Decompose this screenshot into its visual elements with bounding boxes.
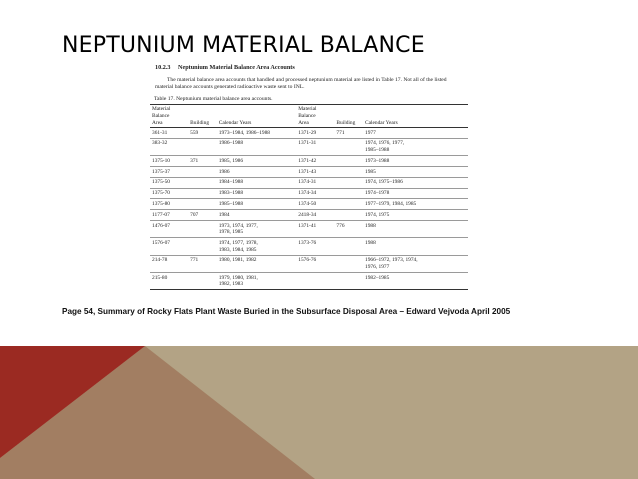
table-cell: 1983–1988 [218,190,244,197]
table-cell: 1982–1985 [365,274,390,281]
table-cell: 1973–1988 [365,157,390,164]
table-cell: 707 [190,211,199,218]
table-row [150,273,468,290]
table-cell [334,188,363,199]
table-cell: 1371-31 [298,140,317,147]
table-cell: 1984 [218,211,230,218]
table-cell: 2418-34 [298,211,317,218]
table-cell: 1375-80 [152,200,170,207]
table-cell: 776 [336,222,345,229]
table-cell [334,167,363,178]
table-cell [188,238,217,255]
table-row [150,199,468,210]
table-cell: 1977–1979, 1984, 1985 [365,200,417,207]
table-cell: 1375-50 [152,179,170,186]
section-paragraph: The material balance area accounts that handled and processed neptunium material are listed in Table 17. Not all of the listed material balance accounts generated radioactive waste sent to INL. [155,77,447,91]
document-excerpt [148,64,470,290]
table-row [150,210,468,221]
table-cell: 1984–1988 [218,179,244,186]
table-cell: 1371-41 [298,222,317,229]
table-row [150,255,468,272]
table-cell [296,273,334,290]
table-cell: 1373-76 [298,239,317,246]
table-cell: 1375-37 [152,168,170,175]
column-header: Calendar Years [365,119,398,126]
table-cell: 1977 [365,129,376,136]
source-caption: Page 54, Summary of Rocky Flats Plant Waste Buried in the Subsurface Disposal Area – Edward Vejvoda April 2005 [62,307,511,316]
table-cell: 1988 [365,222,376,229]
table-cell: 1980, 1981, 1982 [218,257,257,264]
table-cell: 1974, 1975 [365,211,390,218]
table-cell: 1973–1984, 1986–1988 [218,129,270,136]
table-cell [188,138,217,155]
table-cell: 771 [190,257,199,264]
table-cell: 559 [190,129,199,136]
table-cell [334,210,363,221]
slide-title: NEPTUNIUM MATERIAL BALANCE [62,33,425,58]
table-cell: 1974, 1977, 1978, 1983, 1984, 1985 [218,239,258,253]
section-title: Neptunium Material Balance Area Accounts [178,64,295,71]
table-cell: 1374-34 [298,190,317,197]
table-cell: 1988 [365,239,376,246]
section-number: 10.2.3 [155,64,171,71]
table-row [150,177,468,188]
table-cell: 1985–1988 [218,200,244,207]
table-cell: 1177-07 [152,211,170,218]
table-cell: 1973, 1974, 1977, 1978, 1985 [218,222,258,236]
table-header-row [150,105,468,127]
table-cell: 361-31 [152,129,168,136]
table-cell: 371 [190,157,199,164]
table-cell: 1476-07 [152,222,170,229]
table-cell: 1985, 1986 [218,157,244,164]
table-cell [334,273,363,290]
table-cell [188,220,217,237]
table-cell: 1371-43 [298,168,317,175]
table-row [150,238,468,255]
table-cell: 214-78 [152,257,168,264]
table-cell: 215-80 [152,274,168,281]
table-row [150,156,468,167]
table-cell: 1374-50 [298,200,317,207]
table-cell [334,255,363,272]
table-cell: 383-32 [152,140,168,147]
table-cell: 1966–1972, 1973, 1974, 1976, 1977 [365,257,418,270]
table-cell: 1974, 1976, 1977, 1985–1988 [365,140,405,154]
table-cell: 1986–1988 [218,140,244,147]
table-cell [334,138,363,155]
neptunium-table [150,105,468,290]
column-header: Material Balance Area [152,106,171,126]
decorative-footer-band [0,346,638,479]
table-cell [334,238,363,255]
table-cell: 1371-42 [298,157,317,164]
table-cell [334,199,363,210]
table-cell [188,273,217,290]
table-cell: 1371-29 [298,129,317,136]
table-row [150,220,468,237]
table-cell: 1986 [218,168,230,175]
table-cell: 1979, 1980, 1981, 1982, 1983 [218,274,258,288]
table-cell: 1974, 1975–1986 [365,179,403,186]
table-cell: 1985 [365,168,376,175]
table-cell: 771 [336,129,345,136]
table-row [150,188,468,199]
table-cell: 1576-76 [298,257,317,264]
column-header: Calendar Years [218,119,252,126]
table-caption: Table 17. Neptunium material balance area accounts. [154,96,273,103]
table-cell: 1576-07 [152,239,170,246]
table-row [150,138,468,155]
table-cell [188,167,217,178]
column-header: Building [336,119,356,126]
table-cell [188,199,217,210]
table-row [150,167,468,178]
section-heading [155,64,470,71]
table-cell: 1375-70 [152,190,170,197]
table-cell [188,177,217,188]
table-cell: 1375-10 [152,157,170,164]
table-cell: 1974–1978 [365,190,390,197]
table-row [150,128,468,139]
column-header: Building [190,119,210,126]
table-cell [188,188,217,199]
table-cell [334,177,363,188]
column-header: Material Balance Area [298,106,317,126]
table-cell [334,156,363,167]
table-cell: 1374-31 [298,179,317,186]
